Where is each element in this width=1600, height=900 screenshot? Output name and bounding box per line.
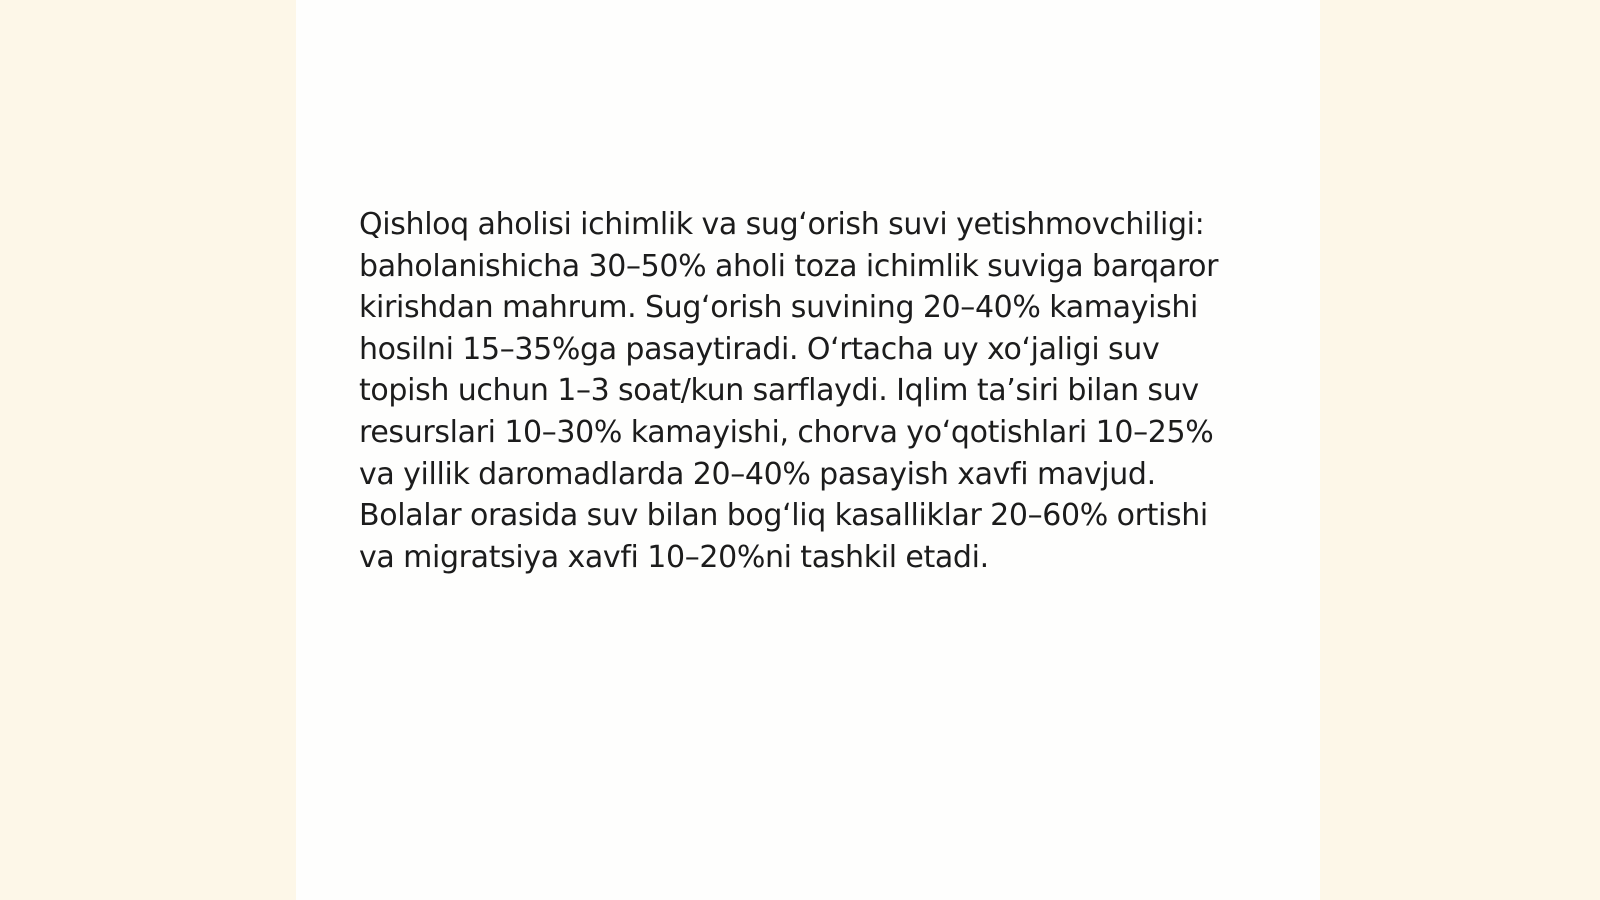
left-margin-panel [0, 0, 296, 900]
right-margin-panel [1320, 0, 1600, 900]
body-paragraph: Qishloq aholisi ichimlik va sug‘orish suvi yetishmovchiligi: baholanishicha 30–50% aholi toza ichimlik suviga barqaror kirishdan mahrum. Sug‘orish suvining 20–40% kamayishi hosilni 15–35%ga pasaytiradi. O‘rtacha uy xo‘jaligi suv topish uchun 1–3 soat/kun sarflaydi. Iqlim ta’siri bilan suv resurslari 10–30% kamayishi, chorva yo‘qotishlari 10–25% va yillik daromadlarda 20–40% pasayish xavfi mavjud. Bolalar orasida suv bilan bog‘liq kasalliklar 20–60% ortishi va migratsiya xavfi 10–20%ni tashkil etadi. [359, 207, 1219, 575]
document-page [296, 0, 1320, 900]
